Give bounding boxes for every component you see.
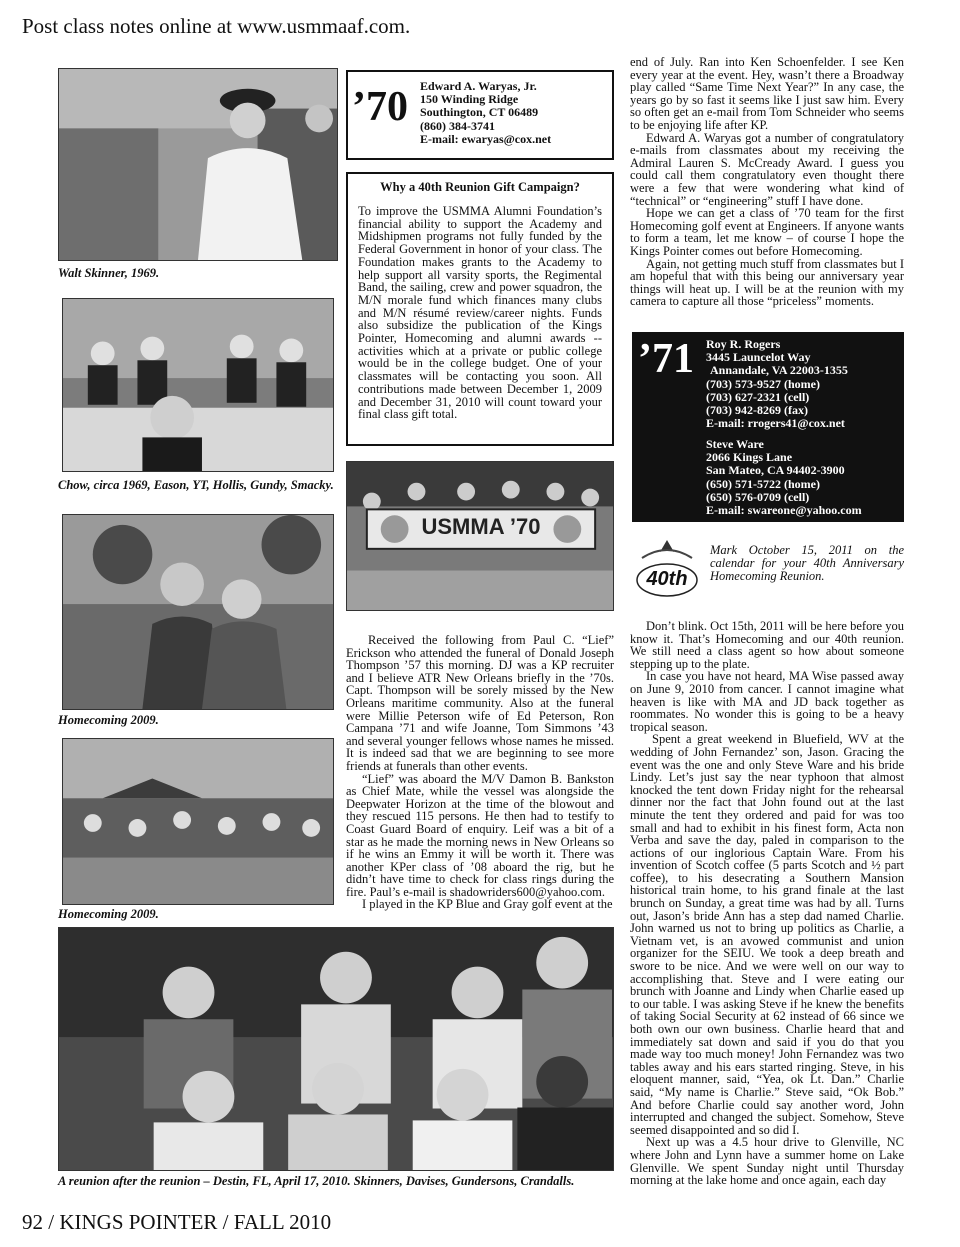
paragraph: Again, not getting much stuff from classmates but I am hopeful that with this being our anniversary year things will heat up. I will be at the reunion with my camera to capture all those “priceless” moments. [630, 256, 904, 309]
column-right-top-text [630, 56, 904, 308]
class-70-year: ’70 [352, 84, 408, 130]
paragraph: Edward A. Waryas got a number of congratulatory e-mails from classmates about my receiving the Admiral Lauren S. McCready Award. I guess you could call them congratulatory even thought there were a few that were wondering what kind of “technical” or “engineering” stuff I have done. [630, 130, 904, 208]
class-70-name: Edward A. Waryas, Jr. [420, 79, 537, 93]
column-middle-text [346, 634, 614, 911]
paragraph: Don’t blink. Oct 15th, 2011 will be here before you know it. That’s Homecoming and our 40th reunion. We still need a class agent so how about someone stepping up to the plate. [630, 619, 904, 671]
class-71-name-2: Steve Ware [706, 437, 764, 451]
class-70-email[interactable]: E-mail: ewaryas@cox.net [420, 131, 552, 146]
class-70-contact-box [346, 70, 614, 160]
caption-homecoming-2: Homecoming 2009. [58, 907, 159, 921]
caption-homecoming-1: Homecoming 2009. [58, 713, 159, 727]
page-header: Post class notes online at www.usmmaaf.com. [22, 14, 411, 38]
class-71-email-1[interactable]: E-mail: rrogers41@cox.net [706, 416, 845, 431]
paragraph: I played in the KP Blue and Gray golf event at the [362, 897, 613, 912]
40th-anniversary-logo [634, 536, 700, 602]
paragraph: end of July. Ran into Ken Schoenfelder. I see Ken every year at the event. Hey, wasn’t there a Broadway play called “Same Time Next Year?” In any case, the years go by so fast it seems like I just saw him. Every so often get an e-mail from Tom Schneider who seems to be enjoying life after KP. [630, 55, 904, 132]
class-71-address-1 [706, 338, 848, 430]
photo-reunion-destin [58, 927, 614, 1171]
campaign-title: Why a 40th Reunion Gift Campaign? [380, 180, 580, 194]
photo-usmma-70-banner [346, 461, 614, 611]
caption-walt-skinner: Walt Skinner, 1969. [58, 266, 160, 280]
photo-homecoming-2 [62, 738, 334, 905]
class-71-city-1: Annandale, VA 22003-1355 [710, 363, 848, 378]
class-71-city-2: San Mateo, CA 94402-3900 [706, 463, 845, 478]
paragraph: “Lief” was aboard the M/V Damon B. Bankston as Chief Mate, while the vessel was alongside the Deepwater Horizon at the time of the blowout and they rescued 115 persons. He then had to testify to Coast Guard Board of enquiry. Leif was a bit of a star as he made the morning news in New Orleans so if he wins an Emmy it will be worth it. There was another KPer class of ’08 aboard the rig, but he didn’t have time to check for class rings during the fire. Paul’s e-mail is shadowriders600@yahoo.com. [346, 771, 614, 899]
class-71-street-2: 2066 Kings Lane [706, 450, 793, 465]
class-70-phone: (860) 384-3741 [420, 118, 495, 133]
photo-homecoming-1 [62, 514, 334, 710]
class-71-address-2 [706, 438, 862, 517]
class-71-phone-cell-1: (703) 627-2321 (cell) [706, 389, 810, 404]
column-right-bottom-text [630, 620, 904, 1187]
photo-walt-skinner [58, 68, 338, 261]
class-71-street-1: 3445 Launcelot Way [706, 350, 811, 365]
reunion-note [710, 544, 904, 583]
class-71-phone-cell-2: (650) 576-0709 (cell) [706, 489, 810, 504]
page-footer: 92 / KINGS POINTER / FALL 2010 [22, 1210, 332, 1234]
paragraph: Hope we can get a class of ’70 team for the first Homecoming golf event at Engineers. If anyone wants to form a team, let me know – of course I hope the Kings Pointer comes out before Homecoming. [630, 206, 904, 258]
caption-reunion: A reunion after the reunion – Destin, FL, April 17, 2010. Skinners, Davises, Gundersons, Crandalls. [58, 1174, 575, 1188]
banner-label: USMMA ’70 [421, 514, 541, 539]
class-71-fax-1: (703) 942-8269 (fax) [706, 403, 808, 418]
class-71-contact-box [632, 332, 904, 522]
caption-chow: Chow, circa 1969, Eason, YT, Hollis, Gundy, Smacky. [58, 478, 334, 492]
class-70-address [420, 80, 551, 146]
campaign-box [346, 172, 614, 446]
class-71-phone-home-2: (650) 571-5722 (home) [706, 476, 820, 491]
paragraph: In case you have not heard, MA Wise passed away on June 9, 2010 from cancer. I cannot imagine what heaven is like with MA and JD back together as roommates. No wonder this is going to be a heavy tropical season. [630, 669, 904, 734]
campaign-text: To improve the USMMA Alumni Foundation’s financial ability to support the Academy and Midshipmen programs not fully funded by the Federal Government in honor of your class. The Foundation makes grants to the Academy to help support all varsity sports, the Regimental Band, the sailing, crew and power squadron, the M/N morale fund which finances many clubs and M/N résumé review/career nights. Funds also subsidize the publication of the Kings Pointer, Homecoming and alumni awards -- activities which at a private or public college would be in the college budget. One of your classmates will be contacting you soon. All contributions made between December 1, 2009 and December 31, 2010 will count toward your final class gift total. [358, 204, 602, 422]
class-71-year: ’71 [638, 336, 694, 382]
paragraph: Next up was a 4.5 hour drive to Glenville, NC where John and Lynn have a summer home on Lake Glenville. We spent Sunday night until Thursday morning at the lake home and once again, each day [630, 1135, 904, 1188]
paragraph: Spent a great weekend in Bluefield, WV at the wedding of John Fernandez’ son, Jason. Gracing the event was the one and only Steve Ware and his bride Lindy. Let’s just say the near typhoon that almost knocked the tent down Friday night for the rehearsal dinner nor the fact that John found out at the last minute the tent they ordered and paid for was too small and had to exhibit in his finest form, Acta non Verba and save the day, paled in comparison to the actions of our inglorious Captain Ware. From his invention of Scotch coffee (5 parts Scotch and ½ part coffee), to his desecrating a Southern Mansion historical train home, to his grand finale at the last brunch on Sunday, a great time was had by all. Turns out, Jason’s bride Ann has a step dad named Charlie. John warned us not to bring up politics as Charlie, a Vietnam vet, is an avowed communist and union organizer for the SEIU. We took a deep breath and swore to be nice. And we were well on our way to accomplishing that. Steve and I were eating our brunch with Joanne and Lindy when Charlie eased up to our table. I was asking Steve if he knew the benefits of taking Social Security at 62 instead of 66 since we both own our own business. Charlie heard that and immediately sat down and said if you do that you made way too much money! John Fernandez was two tables away and his ears started ringing. Steve, in his eloquent manner, said, “Yea, ok Lt. Dan.” Charlie said, “My name is Charlie.” Steve said, “Ok Bob.” And before Charlie could say another word, John interrupted and changed the subject. Somehow, Steve seemed disappointed and so did I. [630, 732, 904, 1137]
photo-chow [62, 298, 334, 472]
paragraph: Received the following from Paul C. “Lief” Erickson who attended the funeral of Donald Joseph Thompson ’57 this morning. DJ was a KP recruiter and I believe ATR New Orleans briefly in the ’70s. Capt. Thompson will be sorely missed by the New Orleans maritime community. Also at the funeral were Millie Peterson wife of Ed Peterson, Ron Campana ’71 and wife Joanne, Tom Simmons ’43 and several younger fellows whose names he missed. It is indeed sad that we are beginning to see more friends at funerals than other events. [346, 633, 614, 773]
logo-text: 40th [646, 568, 688, 590]
class-71-phone-home-1: (703) 573-9527 (home) [706, 376, 820, 391]
class-70-city: Southington, CT 06489 [420, 105, 539, 120]
class-70-street: 150 Winding Ridge [420, 92, 519, 107]
class-71-email-2[interactable]: E-mail: swareone@yahoo.com [706, 503, 862, 518]
reunion-note-text: Mark October 15, 2011 on the calendar for your 40th Anniversary Homecoming Reunion. [710, 543, 904, 583]
class-71-name-1: Roy R. Rogers [706, 337, 781, 351]
